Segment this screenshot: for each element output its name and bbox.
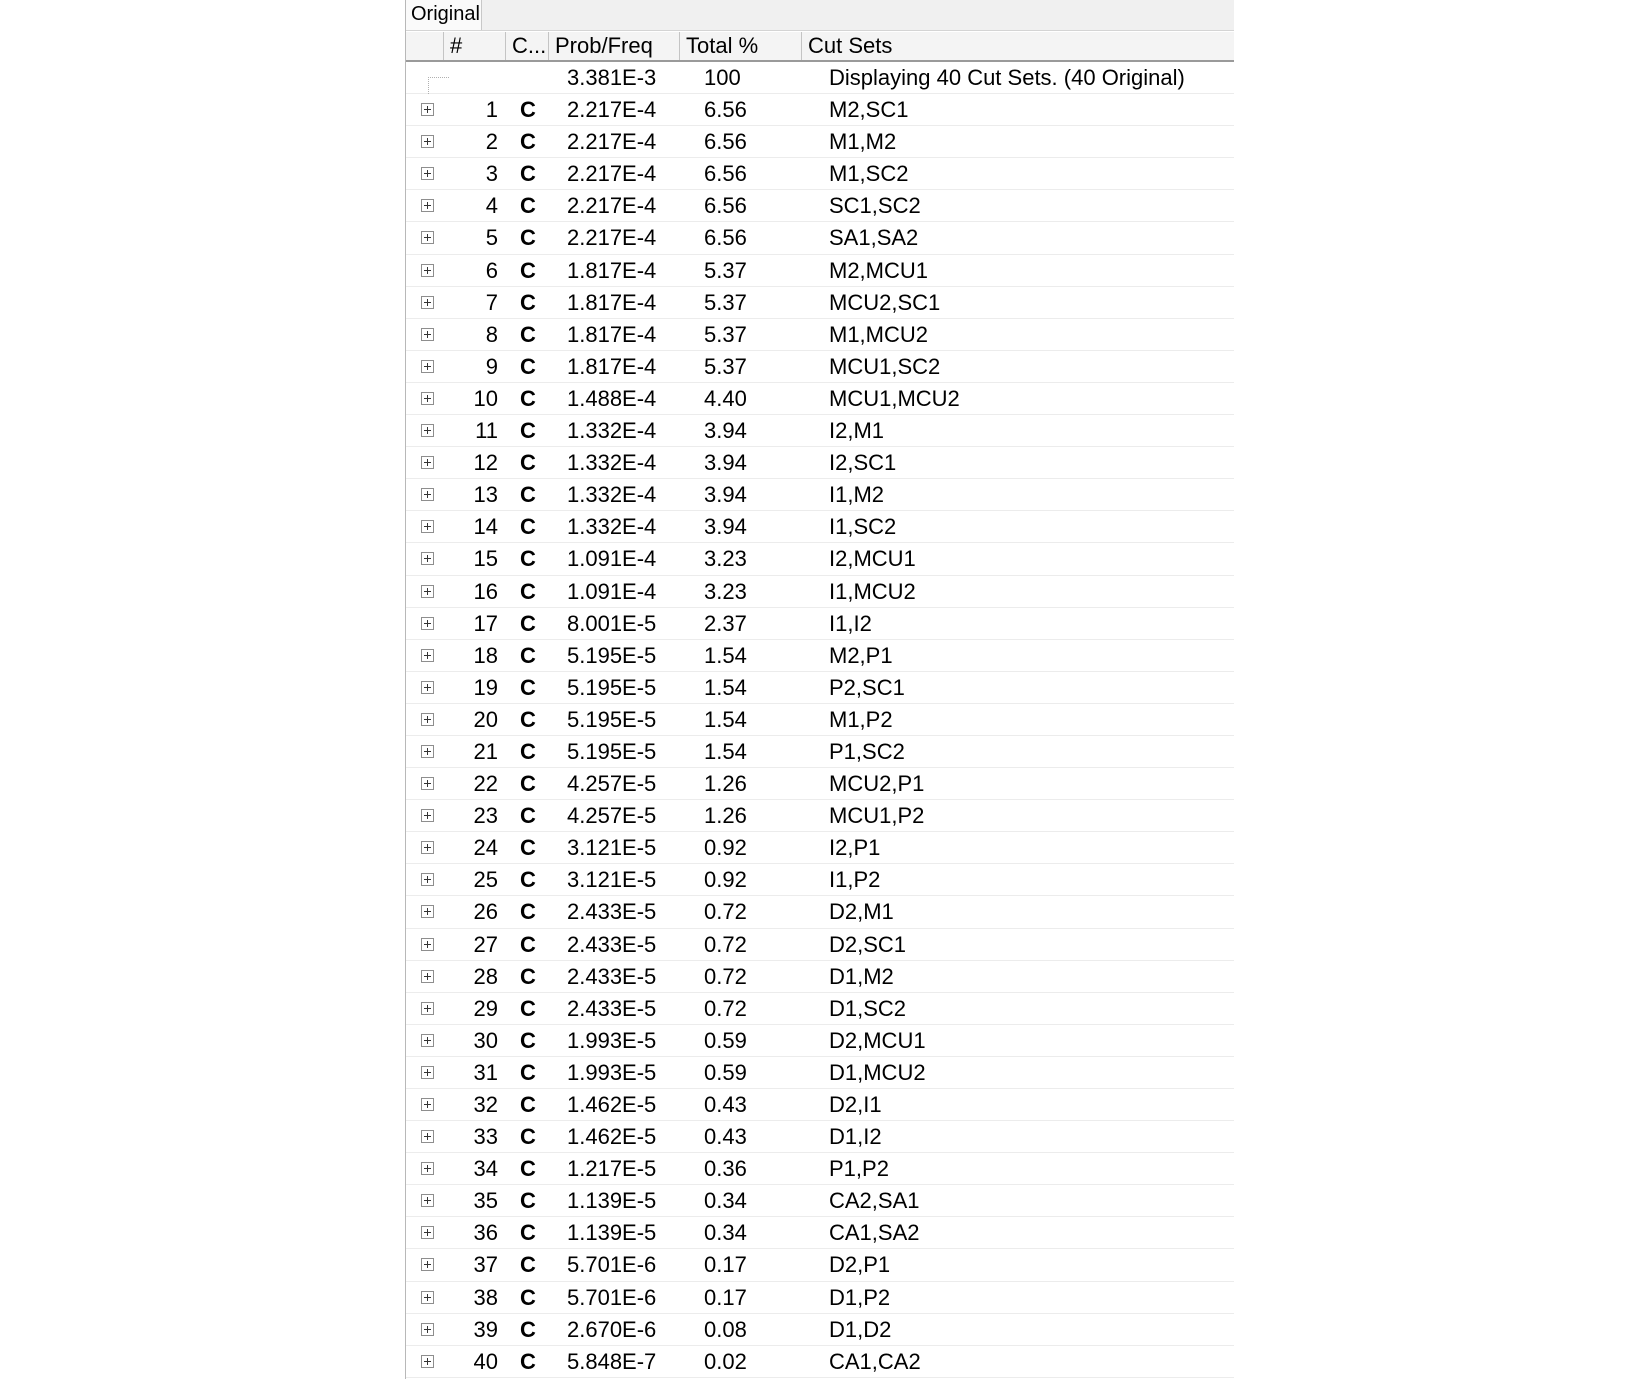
- row-c-flag: C: [520, 642, 536, 668]
- expand-icon[interactable]: [421, 1291, 434, 1304]
- row-cut-set: MCU2,SC1: [829, 289, 941, 315]
- expand-icon[interactable]: [421, 585, 434, 598]
- table-row[interactable]: [406, 94, 1234, 126]
- row-prob-freq: 1.817E-4: [567, 257, 657, 283]
- row-c-flag: C: [520, 1092, 536, 1117]
- table-row[interactable]: [406, 800, 1234, 832]
- row-number: 26: [473, 899, 498, 925]
- row-number: 2: [485, 129, 498, 155]
- expand-icon[interactable]: [421, 231, 434, 244]
- cut-sets-panel: [405, 0, 1234, 1379]
- row-c-flag: C: [520, 803, 536, 829]
- row-total-percent: 3.23: [704, 546, 747, 572]
- row-cut-set: MCU1,SC2: [829, 353, 941, 379]
- expand-icon[interactable]: [421, 552, 434, 565]
- row-cut-set: D2,SC1: [829, 931, 907, 957]
- row-prob-freq: 2.670E-6: [567, 1316, 657, 1342]
- tree-connector: [428, 77, 449, 94]
- row-total-percent: 6.56: [704, 225, 747, 251]
- row-prob-freq: 2.433E-5: [567, 995, 657, 1021]
- row-total-percent: 0.43: [704, 1092, 747, 1117]
- expand-icon[interactable]: [421, 841, 434, 854]
- row-cut-set: MCU2,P1: [829, 771, 925, 797]
- row-cut-set: MCU1,MCU2: [829, 385, 960, 411]
- expand-icon[interactable]: [421, 777, 434, 790]
- row-number: 36: [473, 1220, 498, 1246]
- row-number: 38: [473, 1284, 498, 1310]
- row-c-flag: C: [520, 1252, 536, 1278]
- expand-icon[interactable]: [421, 1323, 434, 1336]
- row-prob-freq: 3.121E-5: [567, 867, 657, 893]
- row-number: 27: [473, 931, 498, 957]
- expand-icon[interactable]: [421, 938, 434, 951]
- row-cut-set: M1,P2: [829, 706, 893, 732]
- row-prob-freq: 1.091E-4: [567, 578, 657, 604]
- row-number: 31: [473, 1059, 498, 1085]
- table-row[interactable]: [406, 993, 1234, 1025]
- table-row[interactable]: [406, 961, 1234, 993]
- row-total-percent: 0.34: [704, 1220, 747, 1246]
- row-total-percent: 0.59: [704, 1059, 747, 1085]
- summary-row[interactable]: [406, 62, 1234, 94]
- row-total-percent: 1.54: [704, 738, 747, 764]
- row-c-flag: C: [520, 418, 536, 444]
- row-total-percent: 1.26: [704, 803, 747, 829]
- row-c-flag: C: [520, 257, 536, 283]
- table-row[interactable]: [406, 1185, 1234, 1217]
- expand-icon[interactable]: [421, 456, 434, 469]
- row-total-percent: 0.72: [704, 931, 747, 957]
- expand-icon[interactable]: [421, 617, 434, 630]
- row-cut-set: I2,M1: [829, 418, 885, 444]
- row-cut-set: I1,I2: [829, 610, 872, 636]
- table-row[interactable]: [406, 479, 1234, 511]
- table-row[interactable]: [406, 864, 1234, 896]
- row-number: 29: [473, 995, 498, 1021]
- row-total-percent: 3.94: [704, 450, 747, 476]
- row-prob-freq: 3.121E-5: [567, 835, 657, 861]
- row-c-flag: C: [520, 225, 536, 251]
- table-row[interactable]: [406, 222, 1234, 254]
- expand-icon[interactable]: [421, 103, 434, 116]
- row-c-flag: C: [520, 835, 536, 861]
- table-row[interactable]: [406, 255, 1234, 287]
- expand-icon[interactable]: [421, 328, 434, 341]
- row-number: 21: [473, 738, 498, 764]
- expand-icon[interactable]: [421, 1034, 434, 1047]
- row-cut-set: D1,M2: [829, 963, 894, 989]
- row-total-percent: 1.26: [704, 771, 747, 797]
- table-row[interactable]: [406, 1282, 1234, 1314]
- row-c-flag: C: [520, 578, 536, 604]
- row-c-flag: C: [520, 514, 536, 540]
- expand-icon[interactable]: [421, 199, 434, 212]
- row-number: 17: [473, 610, 498, 636]
- table-row[interactable]: [406, 1057, 1234, 1089]
- row-c-flag: C: [520, 1284, 536, 1310]
- row-number: 7: [485, 289, 498, 315]
- row-total-percent: 3.23: [704, 578, 747, 604]
- row-prob-freq: 1.332E-4: [567, 418, 657, 444]
- row-total-percent: 0.08: [704, 1316, 747, 1342]
- row-cut-set: CA1,SA2: [829, 1220, 920, 1246]
- row-prob-freq: 5.701E-6: [567, 1284, 657, 1310]
- row-cut-set: SA1,SA2: [829, 225, 919, 251]
- row-prob-freq: 1.217E-5: [567, 1156, 657, 1182]
- row-cut-set: D1,SC2: [829, 995, 907, 1021]
- row-prob-freq: 2.217E-4: [567, 225, 657, 251]
- row-prob-freq: 4.257E-5: [567, 771, 657, 797]
- row-c-flag: C: [520, 771, 536, 797]
- row-total-percent: 0.36: [704, 1156, 747, 1182]
- table-row[interactable]: [406, 447, 1234, 479]
- expand-icon[interactable]: [421, 1258, 434, 1271]
- row-prob-freq: 2.217E-4: [567, 129, 657, 155]
- row-cut-set: M1,SC2: [829, 161, 909, 187]
- row-c-flag: C: [520, 289, 536, 315]
- expand-icon[interactable]: [421, 1130, 434, 1143]
- row-total-percent: 0.72: [704, 963, 747, 989]
- row-prob-freq: 1.139E-5: [567, 1188, 657, 1214]
- expand-icon[interactable]: [421, 488, 434, 501]
- table-row[interactable]: [406, 415, 1234, 447]
- row-number: 15: [473, 546, 498, 572]
- row-total-percent: 6.56: [704, 129, 747, 155]
- expand-icon[interactable]: [421, 809, 434, 822]
- row-prob-freq: 2.217E-4: [567, 193, 657, 219]
- row-number: 18: [473, 642, 498, 668]
- row-prob-freq: 1.993E-5: [567, 1059, 657, 1085]
- row-total-percent: 0.17: [704, 1284, 747, 1310]
- row-number: 34: [473, 1156, 498, 1182]
- row-total-percent: 4.40: [704, 385, 747, 411]
- row-prob-freq: 1.091E-4: [567, 546, 657, 572]
- table-row[interactable]: [406, 896, 1234, 928]
- table-header: [406, 32, 1234, 62]
- row-cut-set: I1,MCU2: [829, 578, 916, 604]
- table-row[interactable]: [406, 1089, 1234, 1121]
- row-number: 20: [473, 706, 498, 732]
- row-cut-set: P1,SC2: [829, 738, 905, 764]
- row-prob-freq: 8.001E-5: [567, 610, 657, 636]
- row-prob-freq: 1.488E-4: [567, 385, 657, 411]
- row-number: 25: [473, 867, 498, 893]
- table-row[interactable]: [406, 1025, 1234, 1057]
- row-total-percent: 0.59: [704, 1027, 747, 1053]
- row-c-flag: C: [520, 963, 536, 989]
- expand-icon[interactable]: [421, 1066, 434, 1079]
- row-c-flag: C: [520, 482, 536, 508]
- row-number: 4: [485, 193, 498, 219]
- row-total-percent: 5.37: [704, 289, 747, 315]
- expand-icon[interactable]: [421, 1098, 434, 1111]
- row-number: 37: [473, 1252, 498, 1278]
- row-cut-set: M2,SC1: [829, 97, 909, 123]
- row-total-percent: 1.54: [704, 706, 747, 732]
- row-prob-freq: 2.433E-5: [567, 963, 657, 989]
- row-number: 16: [473, 578, 498, 604]
- row-prob-freq: 1.332E-4: [567, 450, 657, 476]
- header-c[interactable]: C...: [506, 32, 549, 60]
- row-total-percent: 5.37: [704, 321, 747, 347]
- row-total-percent: 0.92: [704, 867, 747, 893]
- row-cut-set: I1,SC2: [829, 514, 897, 540]
- expand-icon[interactable]: [421, 296, 434, 309]
- row-c-flag: C: [520, 353, 536, 379]
- expand-icon[interactable]: [421, 1226, 434, 1239]
- expand-icon[interactable]: [421, 1162, 434, 1175]
- row-cut-set: D1,D2: [829, 1316, 892, 1342]
- row-c-flag: C: [520, 1316, 536, 1342]
- table-row[interactable]: [406, 1346, 1234, 1378]
- table-row[interactable]: [406, 543, 1234, 575]
- row-number: 3: [485, 161, 498, 187]
- row-prob-freq: 1.462E-5: [567, 1092, 657, 1117]
- row-c-flag: C: [520, 161, 536, 187]
- table-row[interactable]: [406, 768, 1234, 800]
- row-c-flag: C: [520, 321, 536, 347]
- row-cut-set: D1,I2: [829, 1124, 882, 1150]
- row-c-flag: C: [520, 931, 536, 957]
- row-prob-freq: 1.817E-4: [567, 353, 657, 379]
- row-c-flag: C: [520, 1220, 536, 1246]
- table-row[interactable]: [406, 383, 1234, 415]
- table-row[interactable]: [406, 608, 1234, 640]
- table-row[interactable]: [406, 190, 1234, 222]
- row-prob-freq: 1.139E-5: [567, 1220, 657, 1246]
- row-total-percent: 0.72: [704, 995, 747, 1021]
- row-number: 28: [473, 963, 498, 989]
- row-c-flag: C: [520, 129, 536, 155]
- row-cut-set: SC1,SC2: [829, 193, 921, 219]
- table-row[interactable]: [406, 126, 1234, 158]
- row-prob-freq: 1.462E-5: [567, 1124, 657, 1150]
- row-cut-set: I2,SC1: [829, 450, 897, 476]
- row-cut-set: D1,P2: [829, 1284, 891, 1310]
- row-prob-freq: 1.817E-4: [567, 321, 657, 347]
- row-number: 10: [473, 385, 498, 411]
- row-total-percent: 1.54: [704, 642, 747, 668]
- row-c-flag: C: [520, 1156, 536, 1182]
- row-cut-set: D1,MCU2: [829, 1059, 926, 1085]
- row-cut-set: P2,SC1: [829, 674, 905, 700]
- row-number: 35: [473, 1188, 498, 1214]
- row-number: 32: [473, 1092, 498, 1117]
- cut-sets-table-body: [406, 62, 1234, 1378]
- row-prob-freq: 2.433E-5: [567, 899, 657, 925]
- row-c-flag: C: [520, 1188, 536, 1214]
- row-total-percent: 0.34: [704, 1188, 747, 1214]
- expand-icon[interactable]: [421, 649, 434, 662]
- row-number: 6: [485, 257, 498, 283]
- row-prob-freq: 2.217E-4: [567, 161, 657, 187]
- table-row[interactable]: [406, 832, 1234, 864]
- table-row[interactable]: [406, 929, 1234, 961]
- row-number: 40: [473, 1348, 498, 1374]
- row-total-percent: 5.37: [704, 353, 747, 379]
- table-row[interactable]: [406, 511, 1234, 543]
- table-row[interactable]: [406, 640, 1234, 672]
- expand-icon[interactable]: [421, 681, 434, 694]
- tab-original[interactable]: Original: [406, 0, 482, 30]
- row-total-percent: 6.56: [704, 193, 747, 219]
- expand-icon[interactable]: [421, 424, 434, 437]
- header-cut-sets[interactable]: Cut Sets: [808, 33, 893, 58]
- row-number: 1: [485, 97, 498, 123]
- row-cut-set: D2,I1: [829, 1092, 882, 1117]
- row-number: 23: [473, 803, 498, 829]
- expand-icon[interactable]: [421, 1194, 434, 1207]
- row-c-flag: C: [520, 995, 536, 1021]
- expand-icon[interactable]: [421, 360, 434, 373]
- row-c-flag: C: [520, 546, 536, 572]
- row-number: 13: [473, 482, 498, 508]
- row-number: 24: [473, 835, 498, 861]
- row-total-percent: 6.56: [704, 97, 747, 123]
- row-c-flag: C: [520, 706, 536, 732]
- row-total-percent: 5.37: [704, 257, 747, 283]
- table-row[interactable]: [406, 1217, 1234, 1249]
- expand-icon[interactable]: [421, 905, 434, 918]
- row-prob-freq: 5.195E-5: [567, 738, 657, 764]
- row-number: 11: [475, 418, 498, 444]
- row-total-percent: 0.72: [704, 899, 747, 925]
- row-prob-freq: 2.217E-4: [567, 97, 657, 123]
- row-prob-freq: 1.817E-4: [567, 289, 657, 315]
- row-c-flag: C: [520, 450, 536, 476]
- row-cut-set: M1,M2: [829, 129, 897, 155]
- summary-total: 100: [704, 65, 741, 90]
- row-c-flag: C: [520, 610, 536, 636]
- row-cut-set: I1,M2: [829, 482, 885, 508]
- row-c-flag: C: [520, 1027, 536, 1053]
- row-number: 9: [485, 353, 498, 379]
- table-row[interactable]: [406, 1314, 1234, 1346]
- row-c-flag: C: [520, 674, 536, 700]
- row-prob-freq: 1.332E-4: [567, 482, 657, 508]
- header-expand-column[interactable]: [406, 32, 444, 60]
- expand-icon[interactable]: [421, 392, 434, 405]
- row-cut-set: P1,P2: [829, 1156, 889, 1182]
- table-row[interactable]: [406, 158, 1234, 190]
- table-row[interactable]: [406, 576, 1234, 608]
- row-number: 33: [473, 1124, 498, 1150]
- expand-icon[interactable]: [421, 264, 434, 277]
- row-c-flag: C: [520, 193, 536, 219]
- row-cut-set: M1,MCU2: [829, 321, 929, 347]
- row-c-flag: C: [520, 899, 536, 925]
- row-cut-set: M2,MCU1: [829, 257, 929, 283]
- row-cut-set: CA2,SA1: [829, 1188, 920, 1214]
- table-row[interactable]: [406, 319, 1234, 351]
- row-total-percent: 3.94: [704, 418, 747, 444]
- header-prob-freq[interactable]: Prob/Freq: [549, 32, 680, 60]
- header-number[interactable]: #: [444, 32, 506, 60]
- row-c-flag: C: [520, 738, 536, 764]
- expand-icon[interactable]: [421, 713, 434, 726]
- row-c-flag: C: [520, 385, 536, 411]
- row-total-percent: 0.92: [704, 835, 747, 861]
- table-row[interactable]: [406, 287, 1234, 319]
- row-cut-set: D2,P1: [829, 1252, 891, 1278]
- row-number: 19: [473, 674, 498, 700]
- table-row[interactable]: [406, 672, 1234, 704]
- row-total-percent: 1.54: [704, 674, 747, 700]
- row-cut-set: I2,P1: [829, 835, 881, 861]
- expand-icon[interactable]: [421, 520, 434, 533]
- row-total-percent: 3.94: [704, 482, 747, 508]
- table-row[interactable]: [406, 704, 1234, 736]
- row-total-percent: 3.94: [704, 514, 747, 540]
- table-row[interactable]: [406, 1121, 1234, 1153]
- row-prob-freq: 5.701E-6: [567, 1252, 657, 1278]
- row-cut-set: D2,MCU1: [829, 1027, 926, 1053]
- summary-text: Displaying 40 Cut Sets. (40 Original): [829, 65, 1185, 90]
- row-prob-freq: 2.433E-5: [567, 931, 657, 957]
- expand-icon[interactable]: [421, 1002, 434, 1015]
- expand-icon[interactable]: [421, 745, 434, 758]
- row-cut-set: I2,MCU1: [829, 546, 916, 572]
- row-c-flag: C: [520, 1124, 536, 1150]
- row-total-percent: 2.37: [704, 610, 747, 636]
- row-c-flag: C: [520, 1059, 536, 1085]
- row-number: 8: [485, 321, 498, 347]
- expand-icon[interactable]: [421, 135, 434, 148]
- row-cut-set: M2,P1: [829, 642, 893, 668]
- row-prob-freq: 1.332E-4: [567, 514, 657, 540]
- row-cut-set: CA1,CA2: [829, 1348, 921, 1374]
- row-c-flag: C: [520, 867, 536, 893]
- row-number: 39: [473, 1316, 498, 1342]
- table-row[interactable]: [406, 351, 1234, 383]
- summary-prob: 3.381E-3: [567, 65, 657, 90]
- row-prob-freq: 5.848E-7: [567, 1348, 657, 1374]
- row-prob-freq: 5.195E-5: [567, 706, 657, 732]
- expand-icon[interactable]: [421, 970, 434, 983]
- row-total-percent: 6.56: [704, 161, 747, 187]
- header-total-percent[interactable]: Total %: [680, 32, 802, 60]
- row-prob-freq: 5.195E-5: [567, 642, 657, 668]
- row-number: 30: [473, 1027, 498, 1053]
- table-row[interactable]: [406, 736, 1234, 768]
- row-cut-set: MCU1,P2: [829, 803, 925, 829]
- row-number: 22: [473, 771, 498, 797]
- row-cut-set: D2,M1: [829, 899, 894, 925]
- row-prob-freq: 5.195E-5: [567, 674, 657, 700]
- row-number: 12: [473, 450, 498, 476]
- row-c-flag: C: [520, 1348, 536, 1374]
- expand-icon[interactable]: [421, 167, 434, 180]
- row-prob-freq: 1.993E-5: [567, 1027, 657, 1053]
- tab-strip: [406, 0, 1234, 31]
- row-total-percent: 0.02: [704, 1348, 747, 1374]
- row-prob-freq: 4.257E-5: [567, 803, 657, 829]
- table-row[interactable]: [406, 1153, 1234, 1185]
- row-c-flag: C: [520, 97, 536, 123]
- row-number: 5: [485, 225, 498, 251]
- row-total-percent: 0.43: [704, 1124, 747, 1150]
- row-cut-set: I1,P2: [829, 867, 881, 893]
- expand-icon[interactable]: [421, 1355, 434, 1368]
- table-row[interactable]: [406, 1249, 1234, 1281]
- expand-icon[interactable]: [421, 873, 434, 886]
- row-number: 14: [473, 514, 498, 540]
- row-total-percent: 0.17: [704, 1252, 747, 1278]
